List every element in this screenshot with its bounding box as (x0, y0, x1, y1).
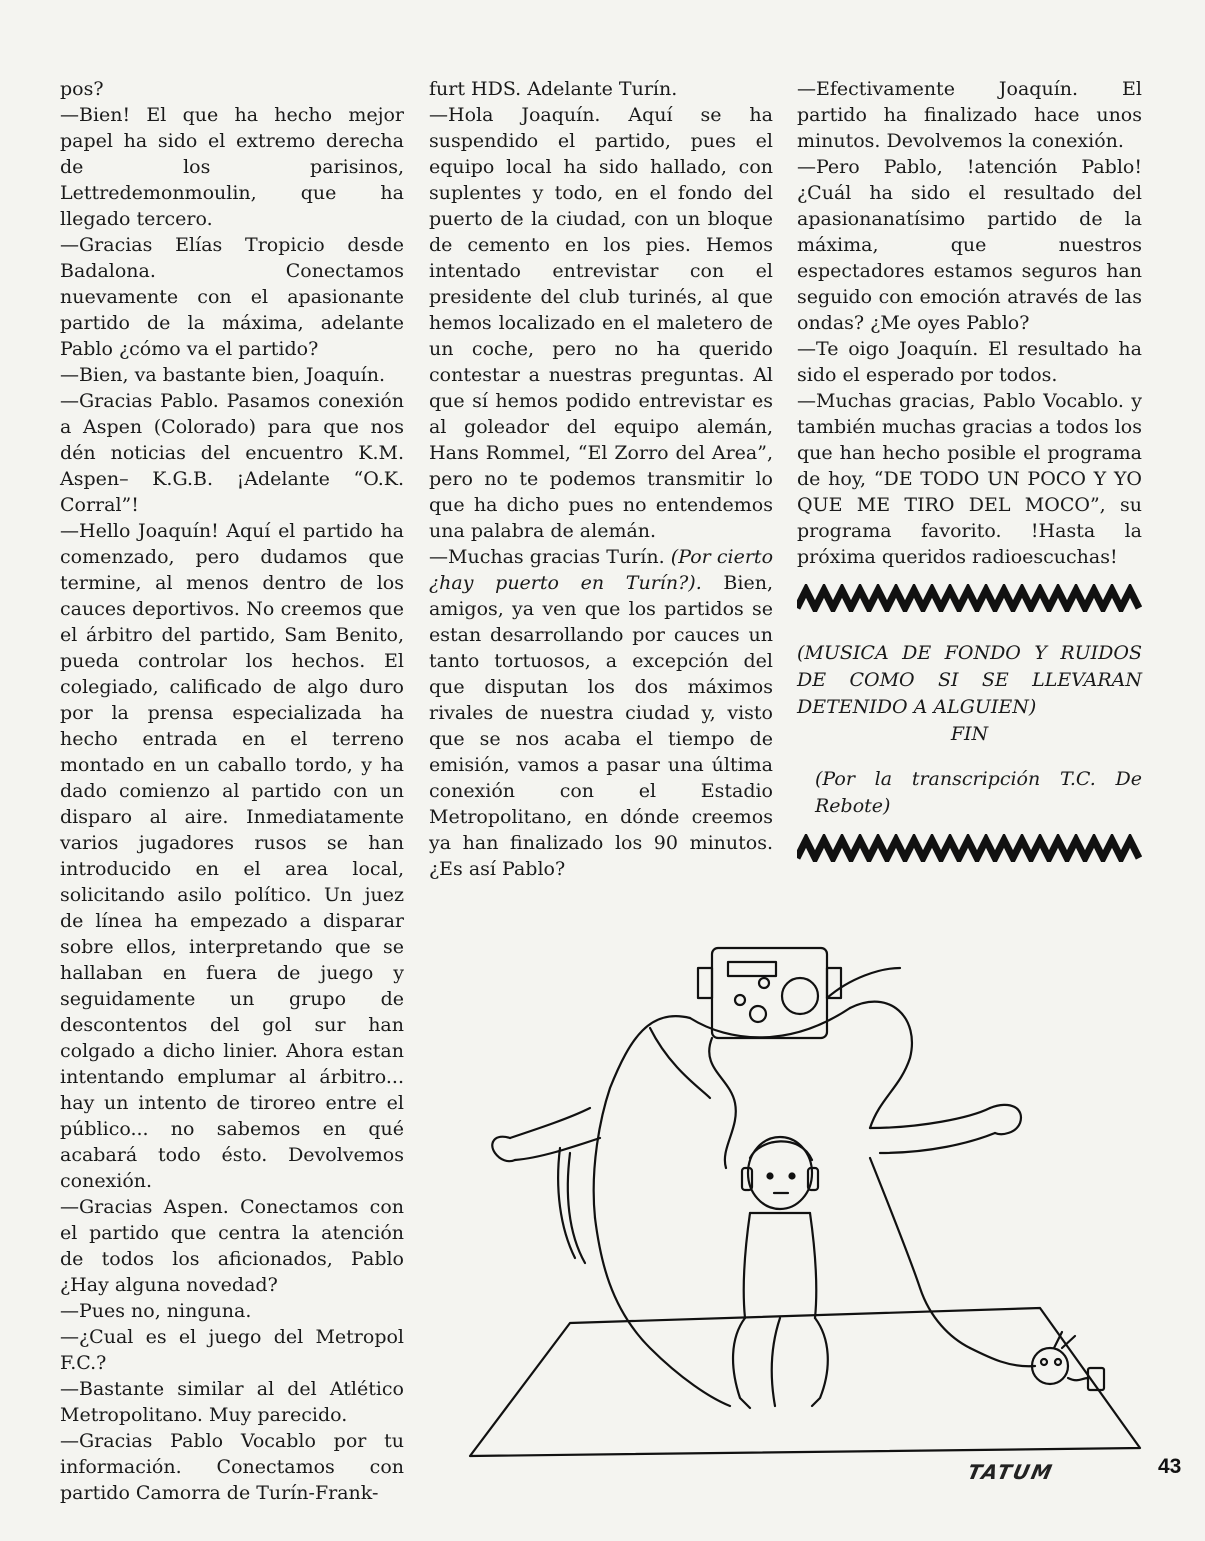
paragraph (429, 544, 773, 882)
artist-signature: TATUM (965, 1460, 1057, 1484)
article-column-2 (429, 76, 773, 882)
paragraph: —Bastante similar al del Atlético Metropolitano. Muy parecido. (60, 1378, 404, 1426)
paragraph: —Gracias Pablo. Pasamos conexión a Aspen (Colorado) para que nos dén noticias del encuentro K.M. Aspen– K.G.B. ¡Adelante “O.K. Corral”! (60, 390, 404, 516)
text-run: Bien, amigos, ya ven que los partidos se estan desarrollando por cauces un tanto tortuosos, a excepción del que disputan los dos máximos rivales de nuestra ciudad y, visto que se nos acaba el tiempo de emisión, vamos a pasar una última conexión con el Estadio Metropolitano, en dónde creemos ya han finalizado los 90 minutos. ¿Es así Pablo? (429, 572, 773, 880)
zigzag-divider-top (797, 584, 1142, 612)
paragraph: —Hello Joaquín! Aquí el partido ha comenzado, pero dudamos que termine, al menos dentro de los cauces deportivos. No creemos que el árbitro del partido, Sam Benito, pueda controlar los hechos. El colegiado, calificado de algo duro por la prensa especializada ha hecho entrada en el terreno montado en un caballo tordo, y ha dado comienzo al partido con un disparo al aire. Inmediatamente varios jugadores rusos se han introducido en el area local, solicitando asilo político. Un juez de línea ha empezado a disparar sobre ellos, interpretando que se hallaban en fuera de juego y seguidamente un grupo de descontentos del gol sur han colgado a dicho linier. Ahora estan intentando emplumar al árbitro... hay un intento de tiroreo entre el público... no sabemos en qué acabará todo ésto. Devolvemos conexión. (60, 520, 404, 1192)
paragraph: furt HDS. Adelante Turín. (429, 78, 678, 100)
paragraph: —Hola Joaquín. Aquí se ha suspendido el partido, pues el equipo local ha sido hallado, con suplentes y todo, en el fondo del puerto de la ciudad, con un bloque de cemento en los pies. Hemos intentado entrevistar con el presidente del club turinés, al que hemos localizado en el maletero de un coche, pero no ha querido contestar a nuestras preguntas. Al que sí hemos podido entrevistar es al goleador del equipo alemán, Hans Rommel, “El Zorro del Area”, pero no te podemos transmitir lo que ha dicho pues no entendemos una palabra de alemán. (429, 104, 773, 542)
text-run: —Muchas gracias Turín. (429, 546, 671, 568)
credit-text: (Por la transcripción T.C. De Rebote) (815, 768, 1142, 817)
zigzag-divider-bottom (797, 834, 1142, 862)
paragraph: —Te oigo Joaquín. El resultado ha sido el esperado por todos. (797, 338, 1142, 386)
paragraph: —Gracias Pablo Vocablo por tu información. Conectamos con partido Camorra de Turín-Frank- (60, 1430, 404, 1504)
stage-direction-text: (MUSICA DE FONDO Y RUIDOS DE COMO SI SE LLEVARAN DETENIDO A ALGUIEN) (797, 642, 1142, 718)
paragraph: —Gracias Elías Tropicio desde Badalona. Conectamos nuevamente con el apasionante partido de la máxima, adelante Pablo ¿cómo va el partido? (60, 234, 404, 360)
italic-aside: (Por cierto ¿hay puerto en Turín?). (429, 546, 774, 594)
paragraph: —Pero Pablo, !atención Pablo! ¿Cuál ha sido el resultado del apasionanatísimo partido de la máxima, que nuestros espectadores estamos seguros han seguido con emoción através de las ondas? ¿Me oyes Pablo? (797, 156, 1142, 334)
paragraph: —Gracias Aspen. Conectamos con el partido que centra la atención de todos los aficionados, Pablo ¿Hay alguna novedad? (60, 1196, 404, 1296)
paragraph: —Bien! El que ha hecho mejor papel ha sido el extremo derecha de los parisinos, Lettredemonmoulin, que ha llegado tercero. (60, 104, 404, 230)
paragraph: —Efectivamente Joaquín. El partido ha finalizado hace unos minutos. Devolvemos la conexión. (797, 78, 1142, 152)
article-column-3 (797, 76, 1142, 868)
stage-direction (797, 640, 1142, 748)
radio-listener-illustration (450, 928, 1150, 1458)
paragraph: —Bien, va bastante bien, Joaquín. (60, 364, 385, 386)
paragraph: pos? (60, 78, 104, 100)
paragraph: —¿Cual es el juego del Metropol F.C.? (60, 1326, 404, 1374)
fin-label: FIN (950, 723, 989, 745)
page-number: 43 (1158, 1455, 1182, 1478)
floor-mat (470, 1308, 1140, 1456)
article-column-1 (60, 76, 404, 1506)
credit (797, 766, 1142, 820)
paragraph: —Muchas gracias, Pablo Vocablo. y también muchas gracias a todos los que han hecho posible el programa de hoy, “DE TODO UN POCO Y YO QUE ME TIRO DEL MOCO”, su programa favorito. !Hasta la próxima queridos radioescuchas! (797, 390, 1142, 568)
paragraph: —Pues no, ninguna. (60, 1300, 252, 1322)
